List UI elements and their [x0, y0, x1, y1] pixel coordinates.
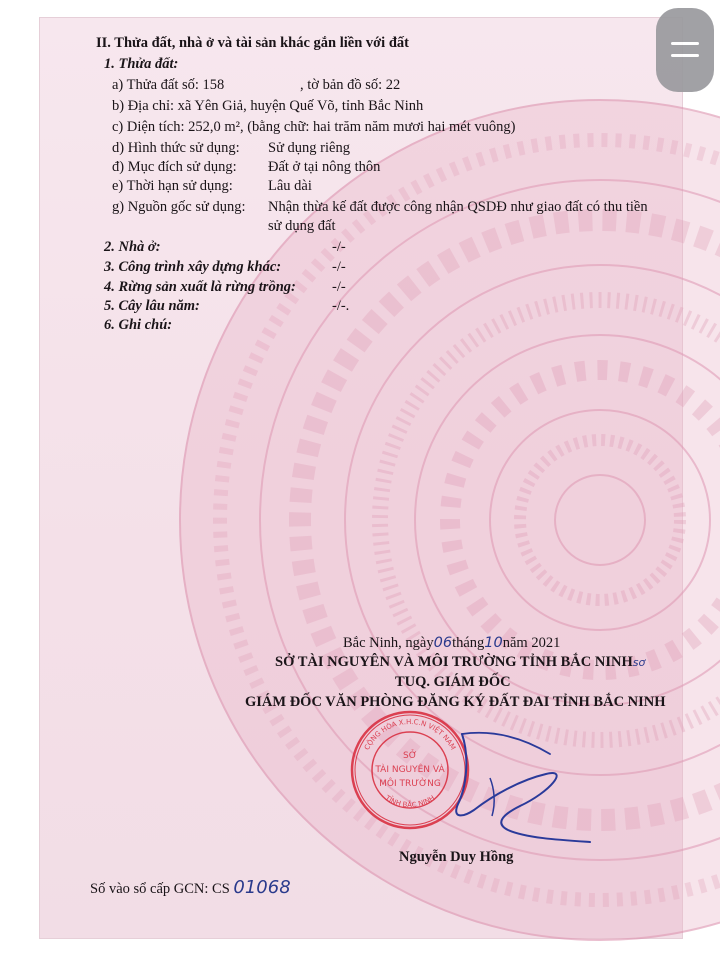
address: b) Địa chỉ: xã Yên Giả, huyện Quế Võ, tỉnh Bắc Ninh: [112, 98, 424, 114]
usage-purpose-label: đ) Mục đích sử dụng:: [112, 159, 237, 175]
date-day: 06: [433, 635, 453, 651]
on-behalf-title: TUQ. GIÁM ĐỐC: [395, 674, 511, 690]
other-construction-value: -/-: [332, 259, 346, 275]
issue-date: [343, 634, 560, 652]
house-label: 2. Nhà ở:: [104, 239, 161, 255]
department-name: [275, 653, 645, 672]
date-month: 10: [484, 635, 503, 651]
planted-forest-label: 4. Rừng sản xuất là rừng trồng:: [104, 279, 296, 295]
house-value: -/-: [332, 239, 346, 255]
signer-name: Nguyễn Duy Hồng: [399, 849, 514, 865]
usage-form-label: d) Hình thức sử dụng:: [112, 140, 240, 156]
usage-term-value: Lâu dài: [268, 178, 312, 194]
stamp-ring-bottom: TỈNH BẮC NINH: [383, 793, 437, 810]
registry-line: [90, 879, 291, 898]
handwritten-signature: [400, 718, 600, 858]
month-prefix: tháng: [452, 635, 485, 651]
planted-forest-value: -/-: [332, 279, 346, 295]
usage-form-value: Sử dụng riêng: [268, 140, 350, 156]
usage-origin-value-line2: sử dụng đất: [268, 218, 336, 234]
area: c) Diện tích: 252,0 m², (bằng chữ: hai trăm năm mươi hai mét vuông): [112, 119, 516, 135]
stamp-line-2: TÀI NGUYÊN VÀ: [375, 765, 445, 775]
department-title: SỞ TÀI NGUYÊN VÀ MÔI TRƯỜNG TỈNH BẮC NINH: [275, 654, 633, 670]
registry-label: Số vào sổ cấp GCN: CS: [90, 881, 230, 897]
menu-line: [671, 54, 699, 57]
usage-origin-value-line1: Nhận thừa kế đất được công nhận QSDĐ như giao đất có thu tiền: [268, 199, 648, 215]
section-heading: II. Thửa đất, nhà ở và tài sản khác gắn liền với đất: [96, 35, 409, 51]
other-construction-label: 3. Công trình xây dựng khác:: [104, 259, 282, 275]
notes-label: 6. Ghi chú:: [104, 317, 173, 333]
land-heading: 1. Thửa đất:: [104, 56, 179, 72]
usage-term-label: e) Thời hạn sử dụng:: [112, 178, 233, 194]
year-text: năm 2021: [502, 635, 561, 651]
map-sheet-number: , tờ bản đồ số: 22: [300, 77, 401, 93]
menu-line: [671, 42, 699, 45]
stamp-line-3: MÔI TRƯỜNG: [379, 779, 441, 789]
registry-number: 01068: [233, 877, 291, 898]
perennial-trees-value: -/-.: [332, 298, 350, 314]
usage-purpose-value: Đất ở tại nông thôn: [268, 159, 381, 175]
usage-origin-label: g) Nguồn gốc sử dụng:: [112, 199, 246, 215]
plot-number: a) Thửa đất số: 158: [112, 77, 225, 93]
stamp-line-1: SỞ: [403, 751, 417, 761]
perennial-trees-label: 5. Cây lâu năm:: [104, 298, 200, 314]
department-handwritten-mark: sơ: [632, 656, 646, 669]
stamp-ring-top: CỘNG HÒA X.H.C.N VIỆT NAM: [363, 717, 457, 752]
date-prefix: Bắc Ninh, ngày: [343, 635, 434, 651]
office-title: GIÁM ĐỐC VĂN PHÒNG ĐĂNG KÝ ĐẤT ĐAI TỈNH BẮC NINH: [245, 694, 666, 710]
menu-button[interactable]: [656, 8, 714, 92]
